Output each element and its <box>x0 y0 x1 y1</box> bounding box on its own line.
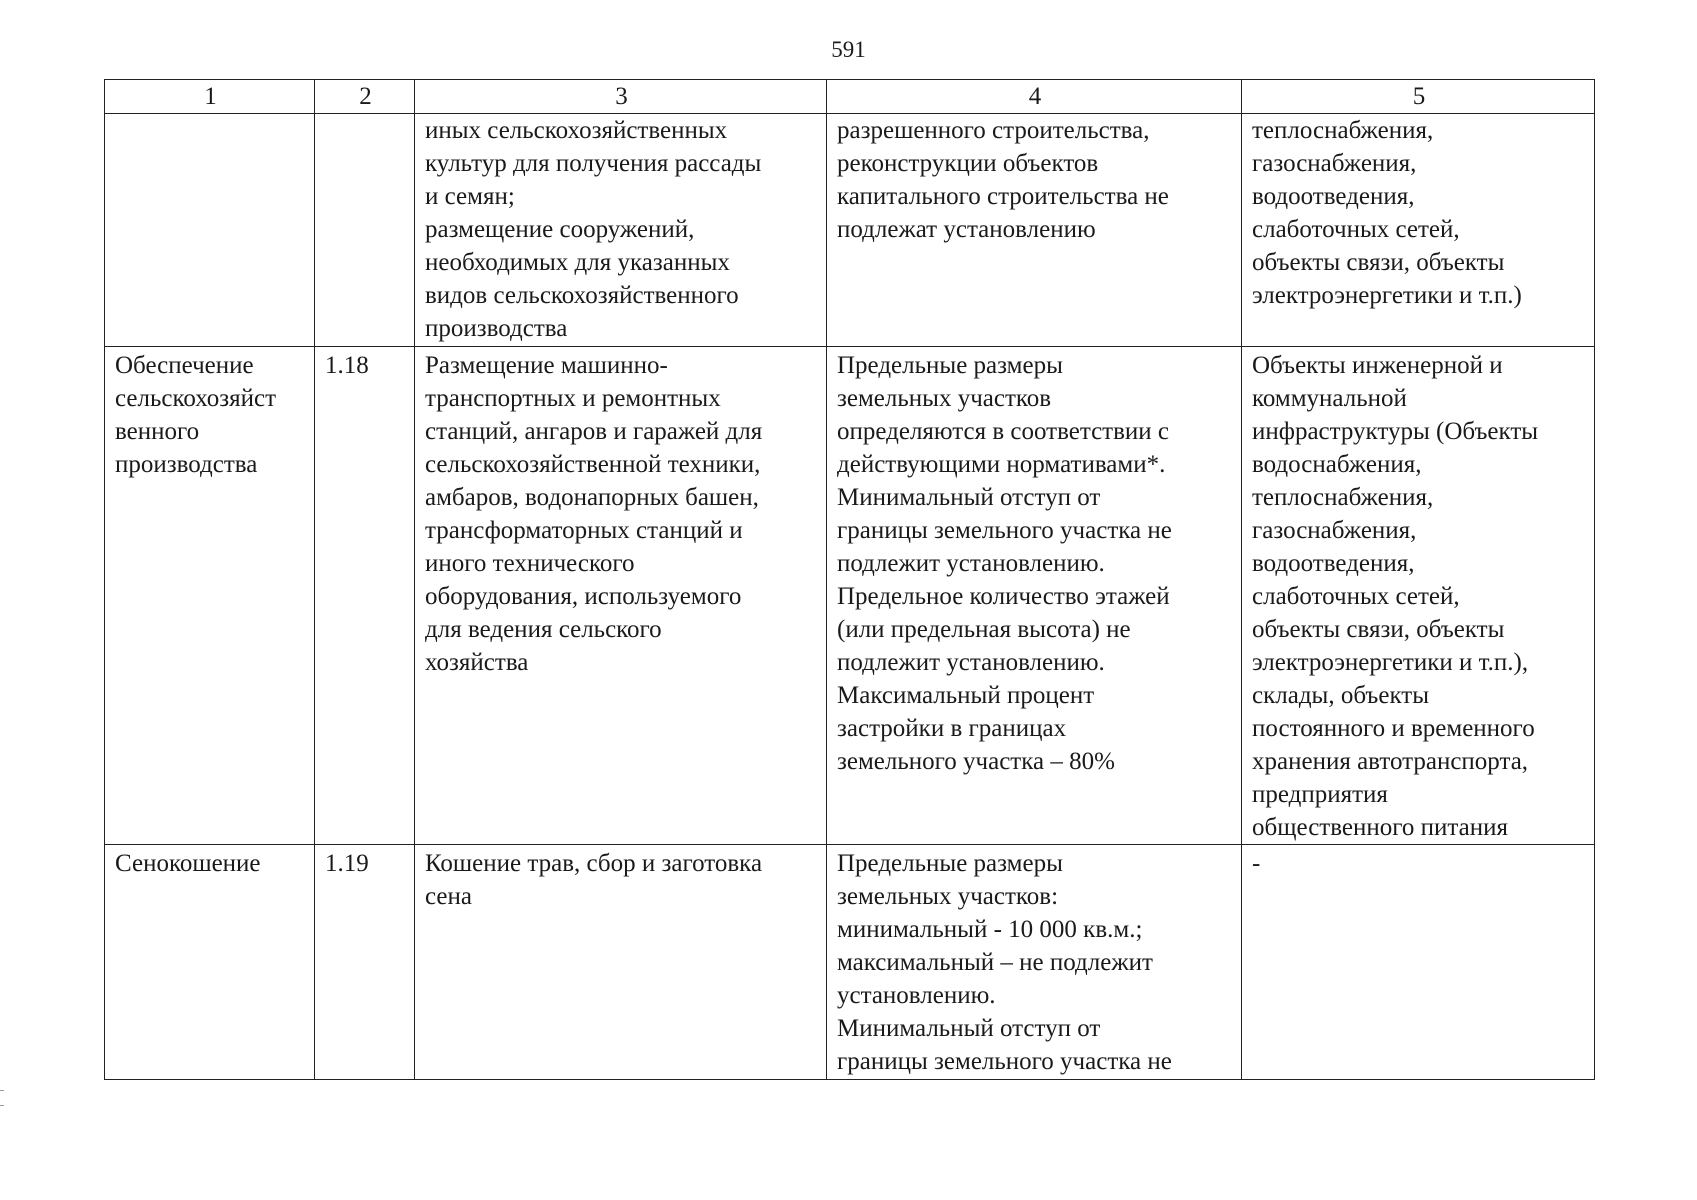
header-col-2: 2 <box>315 80 415 114</box>
scan-edge-mark <box>0 1090 4 1106</box>
cell-auxiliary-uses: - <box>1242 845 1595 1080</box>
page-number: 591 <box>831 37 866 62</box>
header-col-3: 3 <box>415 80 827 114</box>
table-row <box>105 347 1595 845</box>
cell-use-name: Обеспечение сельскохозяйст венного производства <box>105 347 315 845</box>
cell-use-description: иных сельскохозяйственных культур для получения рассады и семян; размещение сооружений, необходимых для указанных видов сельскохозяйственного производства <box>415 114 827 347</box>
header-col-4: 4 <box>827 80 1242 114</box>
table-row <box>105 845 1595 1080</box>
table-row <box>105 114 1595 347</box>
cell-use-description: Кошение трав, сбор и заготовка сена <box>415 845 827 1080</box>
cell-use-description: Размещение машинно- транспортных и ремонтных станций, ангаров и гаражей для сельскохозяйственной техники, амбаров, водонапорных башен, трансформаторных станций и иного технического оборудования, используемого для ведения сельского хозяйства <box>415 347 827 845</box>
table-body <box>105 114 1595 1080</box>
table-header <box>105 80 1595 114</box>
header-col-5: 5 <box>1242 80 1595 114</box>
header-row <box>105 80 1595 114</box>
cell-use-name: Сенокошение <box>105 845 315 1080</box>
header-col-1: 1 <box>105 80 315 114</box>
cell-auxiliary-uses: теплоснабжения, газоснабжения, водоотведения, слаботочных сетей, объекты связи, объекты электроэнергетики и т.п.) <box>1242 114 1595 347</box>
cell-parameters: разрешенного строительства, реконструкции объектов капитального строительства не подлежат установлению <box>827 114 1242 347</box>
cell-use-name <box>105 114 315 347</box>
cell-use-code <box>315 114 415 347</box>
cell-use-code: 1.18 <box>315 347 415 845</box>
cell-use-code: 1.19 <box>315 845 415 1080</box>
cell-auxiliary-uses: Объекты инженерной и коммунальной инфраструктуры (Объекты водоснабжения, теплоснабжения, газоснабжения, водоотведения, слаботочных сетей, объекты связи, объекты электроэнергетики и т.п.), склады, объекты постоянного и временного хранения автотранспорта, предприятия общественного питания <box>1242 347 1595 845</box>
regulations-table <box>104 79 1595 1080</box>
cell-parameters: Предельные размеры земельных участков определяются в соответствии с действующими нормативами*. Минимальный отступ от границы земельного участка не подлежит установлению. Предельное количество этажей (или предельная высота) не подлежит установлению. Максимальный процент застройки в границах земельного участка – 80% <box>827 347 1242 845</box>
cell-parameters: Предельные размеры земельных участков: минимальный - 10 000 кв.м.; максимальный – не подлежит установлению. Минимальный отступ от границы земельного участка не <box>827 845 1242 1080</box>
